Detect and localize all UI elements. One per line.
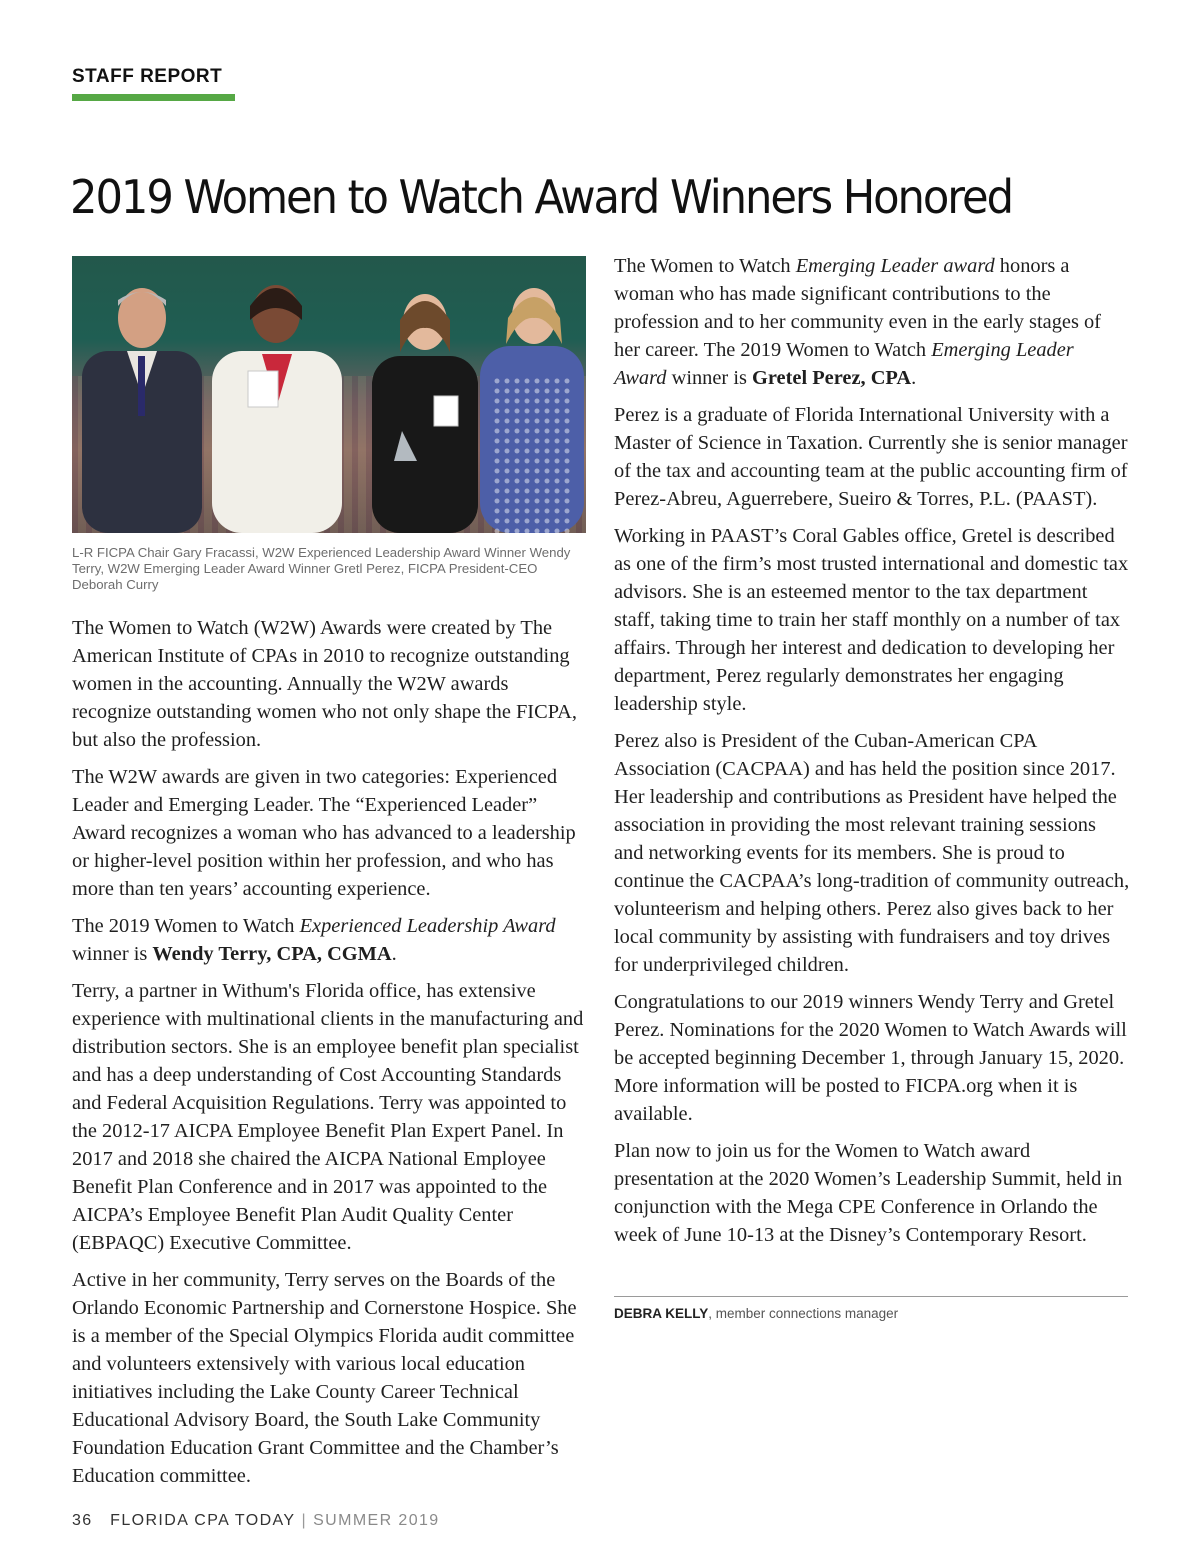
byline-author: DEBRA KELLY [614,1306,709,1321]
article-left-column [72,614,587,1499]
award-name-emerging-2: Emerging Leader Award [614,339,1074,389]
award-name-emerging: Emerging Leader award [795,255,995,277]
paragraph-perez-cacpaa: Perez also is President of the Cuban-American CPA Association (CACPAA) and has held the position since 2017. Her leadership and contributions as President have helped the association in providing the most relevant training sessions and networking events for its members. She is proud to continue the CACPAA’s long-tradition of community outreach, volunteerism and helping others. Perez also gives back to her local community by assisting with fundraisers and toy drives for underprivileged children. [614,730,1130,976]
award-winners-photo [72,256,586,533]
page-number: 36 [72,1512,93,1529]
paragraph-terry-experience: Terry, a partner in Withum's Florida office, has extensive experience with multinational clients in the manufacturing and distribution sectors. She is an employee benefit plan specialist and has a deep understanding of Cost Accounting Standards and Federal Acquisition Regulations. Terry was appointed to the 2012-17 AICPA Employee Benefit Plan Expert Panel. In 2017 and 2018 she chaired the AICPA National Employee Benefit Plan Conference and in 2017 was appointed to the AICPA’s Employee Benefit Plan Audit Quality Center (EBPAQC) Executive Committee. [72,980,584,1254]
section-accent-rule [72,94,235,101]
photo-person-2 [212,285,342,533]
paragraph-terry-community: Active in her community, Terry serves on the Boards of the Orlando Economic Partnership and Cornerstone Hospice. She is a member of the Special Olympics Florida audit committee and volunteers extensively with various local education initiatives including the Lake County Career Technical Educational Advisory Board, the South Lake Community Foundation Education Grant Committee and the Chamber’s Education committee. [72,1269,577,1487]
byline-role: , member connections manager [708,1306,899,1321]
paragraph-emerging-winner: The Women to Watch Emerging Leader award honors a woman who has made significant contributions to the profession and to her community even in the early stages of her career. The 2019 Women to Watch Emerging Leader Award winner is Gretel Perez, CPA. [614,255,1101,389]
photo-people-illustration [72,256,586,533]
paragraph-w2w-intro: The Women to Watch (W2W) Awards were created by The American Institute of CPAs in 2010 to recognize outstanding women in the accounting. Annually the W2W awards recognize outstanding women who not only shape the FICPA, but also the profession. [72,617,577,751]
photo-person-1 [82,288,202,533]
section-label: STAFF REPORT [72,66,223,87]
paragraph-perez-education: Perez is a graduate of Florida International University with a Master of Science in Taxation. Currently she is senior manager of the tax and accounting team at the public accounting firm of Perez-Abreu, Aguerrebere, Sueiro & Torres, P.L. (PAAST). [614,404,1128,510]
article-right-column [614,252,1130,1258]
article-title: 2019 Women to Watch Award Winners Honored [70,170,1012,224]
photo-person-4 [480,288,584,533]
paragraph-perez-work: Working in PAAST’s Coral Gables office, Gretel is described as one of the firm’s most trusted international and domestic tax advisors. She is an esteemed mentor to the tax department staff, taking time to train her staff monthly on a number of tax affairs. Through her interest and dedication to developing her department, Perez regularly demonstrates her engaging leadership style. [614,525,1129,715]
award-name-experienced: Experienced Leadership Award [299,915,556,937]
byline [614,1306,898,1321]
publication-name: FLORIDA CPA TODAY [110,1512,296,1529]
winner-name-terry: Wendy Terry, CPA, CGMA [152,943,392,965]
issue-label: SUMMER 2019 [313,1512,440,1529]
page-footer [72,1512,440,1530]
paragraph-summit: Plan now to join us for the Women to Watch award presentation at the 2020 Women’s Leadership Summit, held in conjunction with the Mega CPE Conference in Orlando the week of June 10-13 at the Disney’s Contemporary Resort. [614,1140,1123,1246]
photo-caption: L-R FICPA Chair Gary Fracassi, W2W Experienced Leadership Award Winner Wendy Terry, W2W Emerging Leader Award Winner Gretl Perez, FICPA President-CEO Deborah Curry [72,545,571,593]
photo-person-3 [372,294,478,533]
footer-separator: | [301,1512,308,1529]
paragraph-experienced-winner: The 2019 Women to Watch Experienced Leadership Award winner is Wendy Terry, CPA, CGMA. [72,915,556,965]
byline-divider [614,1296,1128,1297]
paragraph-award-categories: The W2W awards are given in two categories: Experienced Leader and Emerging Leader. The “Experienced Leader” Award recognizes a woman who has advanced to a leadership or higher-level position within her profession, and who has more than ten years’ accounting experience. [72,766,576,900]
winner-name-perez: Gretel Perez, CPA [752,367,912,389]
paragraph-congratulations: Congratulations to our 2019 winners Wendy Terry and Gretel Perez. Nominations for the 2020 Women to Watch Awards will be accepted beginning December 1, through January 15, 2020. More information will be posted to FICPA.org when it is available. [614,991,1127,1125]
